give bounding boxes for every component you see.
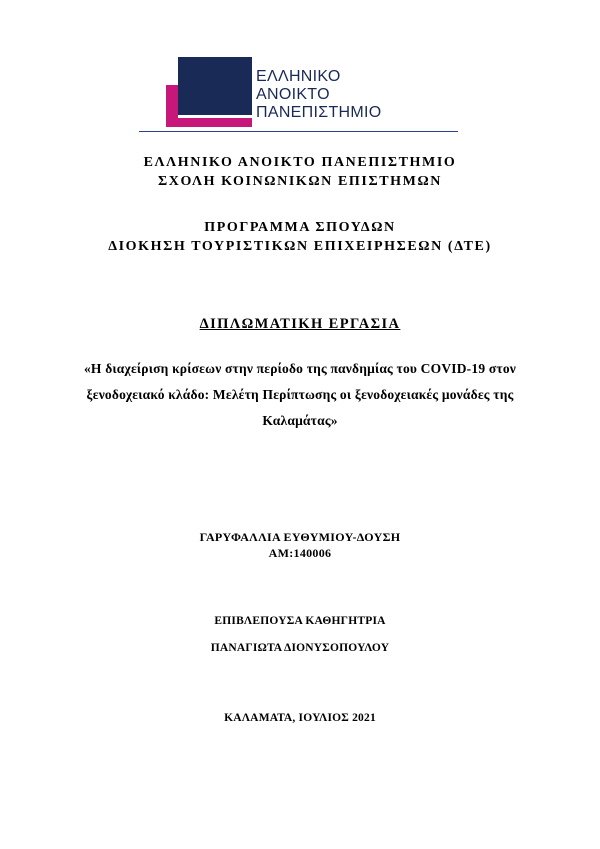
author-block (0, 529, 600, 561)
place-date: ΚΑΛΑΜΑΤΑ, ΙΟΥΛΙΟΣ 2021 (224, 712, 376, 724)
program-block (0, 218, 600, 256)
school-name: ΣΧΟΛΗ ΚΟΙΝΩΝΙΚΩΝ ΕΠΙΣΤΗΜΩΝ (158, 174, 442, 189)
university-logo (166, 57, 396, 127)
logo-line-1: ΕΛΛΗΝΙΚΟ (256, 68, 341, 85)
logo-line-3: ΠΑΝΕΠΙΣΤΗΜΙΟ (256, 104, 382, 121)
institution-block (0, 153, 600, 191)
program-label: ΠΡΟΓΡΑΜΜΑ ΣΠΟΥΔΩΝ (204, 220, 396, 235)
university-name: ΕΛΛΗΝΙΚΟ ΑΝΟΙΚΤΟ ΠΑΝΕΠΙΣΤΗΜΙΟ (143, 155, 457, 170)
logo-wordmark (256, 68, 382, 122)
supervisor-label: ΕΠΙΒΛΕΠΟΥΣΑ ΚΑΘΗΓΗΤΡΙΑ (214, 615, 386, 627)
thesis-title-line-1: «Η διαχείριση κρίσεων στην περίοδο της πανδημίας του COVID-19 στον (83, 361, 517, 376)
thesis-title-line-3: Καλαμάτας» (262, 413, 338, 428)
author-id: ΑΜ:140006 (268, 546, 332, 560)
author-name: ΓΑΡΥΦΑΛΛΙΑ ΕΥΘΥΜΙΟΥ-ΔΟΥΣΗ (199, 530, 401, 544)
supervisor-name: ΠΑΝΑΓΙΩΤΑ ΔΙΟΝΥΣΟΠΟΥΛΟΥ (210, 642, 390, 654)
thesis-title-line-2: ξενοδοχειακό κλάδο: Μελέτη Περίπτωσης οι ξενοδοχειακές μονάδες της (86, 387, 514, 402)
document-type: ΔΙΠΛΩΜΑΤΙΚΗ ΕΡΓΑΣΙΑ (199, 316, 401, 332)
program-name: ΔΙΟΚΗΣΗ ΤΟΥΡΙΣΤΙΚΩΝ ΕΠΙΧΕΙΡΗΣΕΩΝ (ΔΤΕ) (108, 239, 492, 254)
logo-mark-icon (166, 57, 256, 127)
header-divider (139, 131, 458, 132)
logo-line-2: ΑΝΟΙΚΤΟ (256, 86, 330, 103)
thesis-title (0, 356, 600, 434)
